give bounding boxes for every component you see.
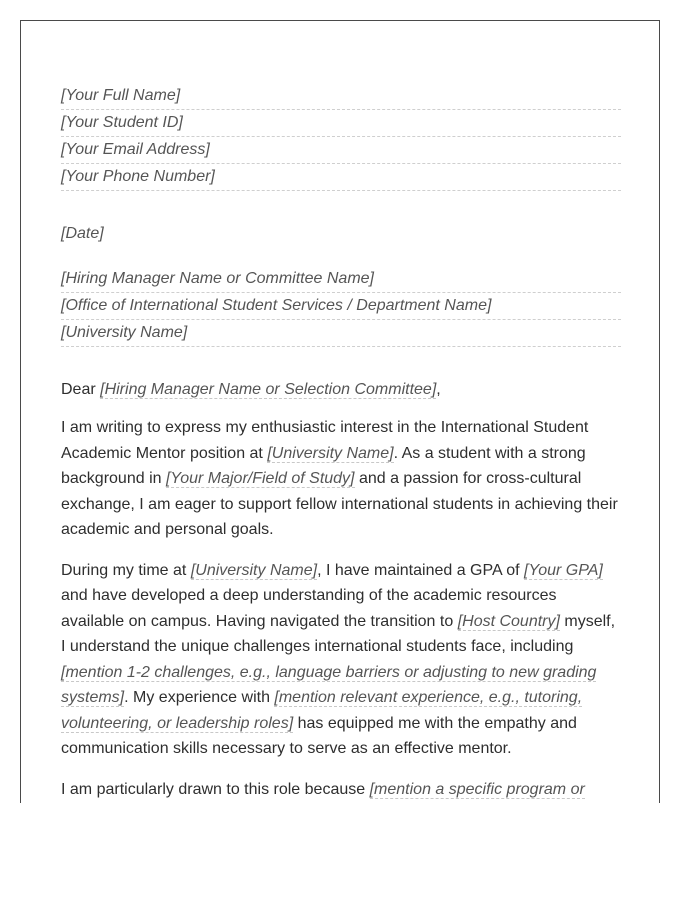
sender-phone: [Your Phone Number] (61, 164, 621, 191)
p1-text-3: and a passion for cross-cultural exchange, I am eager to support fellow international students in achieving their academic and personal goals. (61, 470, 618, 538)
p1-placeholder-major: [Your Major/Field of Study] (165, 470, 355, 487)
recipient-office: [Office of International Student Services / Department Name] (61, 293, 621, 320)
p1-placeholder-university: [University Name] (267, 444, 394, 462)
p2-placeholder-country: [Host Country] (457, 612, 560, 630)
letter-body (61, 83, 621, 803)
sender-email: [Your Email Address] (61, 137, 621, 164)
p1-text-2: . As a student with a strong background in (61, 444, 586, 487)
salutation (61, 377, 621, 403)
date-placeholder: [Date] (61, 225, 104, 242)
p2-placeholder-university: [University Name] (190, 561, 318, 579)
recipient-university: [University Name] (61, 320, 621, 347)
paragraph-3 (61, 777, 621, 803)
p2-text-4: myself, I understand the unique challenges international students face, including (61, 612, 616, 655)
p2-text-3: and have developed a deep understanding of the academic resources available on campus. Having navigated the transition to (61, 587, 557, 630)
sender-student-id: [Your Student ID] (61, 110, 621, 137)
p2-text-2: , I have maintained a GPA of (317, 561, 524, 579)
salutation-suffix: , (436, 381, 441, 398)
p2-text-5: . My experience with (124, 689, 275, 706)
sender-block (61, 83, 621, 191)
p2-text-1: During my time at (61, 561, 191, 579)
recipient-block (61, 266, 621, 347)
letter-date (61, 221, 621, 247)
p3-text-1: I am particularly drawn to this role because (61, 780, 370, 798)
salutation-prefix: Dear (61, 381, 101, 398)
p2-placeholder-experience: [mention relevant experience, e.g., tutoring, volunteering, or leadership roles] (61, 689, 583, 732)
recipient-name: [Hiring Manager Name or Committee Name] (61, 266, 621, 293)
p2-placeholder-gpa: [Your GPA] (524, 561, 603, 579)
sender-full-name: [Your Full Name] (61, 83, 621, 110)
paragraph-1 (61, 415, 621, 543)
letter-page (20, 20, 660, 803)
paragraph-2 (61, 558, 621, 762)
salutation-name: [Hiring Manager Name or Selection Committee] (100, 381, 437, 398)
p3-placeholder-program: [mention a specific program or (369, 780, 585, 798)
p2-placeholder-challenges: [mention 1-2 challenges, e.g., language barriers or adjusting to new grading systems] (61, 663, 597, 706)
p1-text-1: I am writing to express my enthusiastic interest in the International Student Academic Mentor position at (61, 419, 589, 462)
p2-text-6: has equipped me with the empathy and communication skills necessary to serve as an effective mentor. (61, 714, 577, 757)
